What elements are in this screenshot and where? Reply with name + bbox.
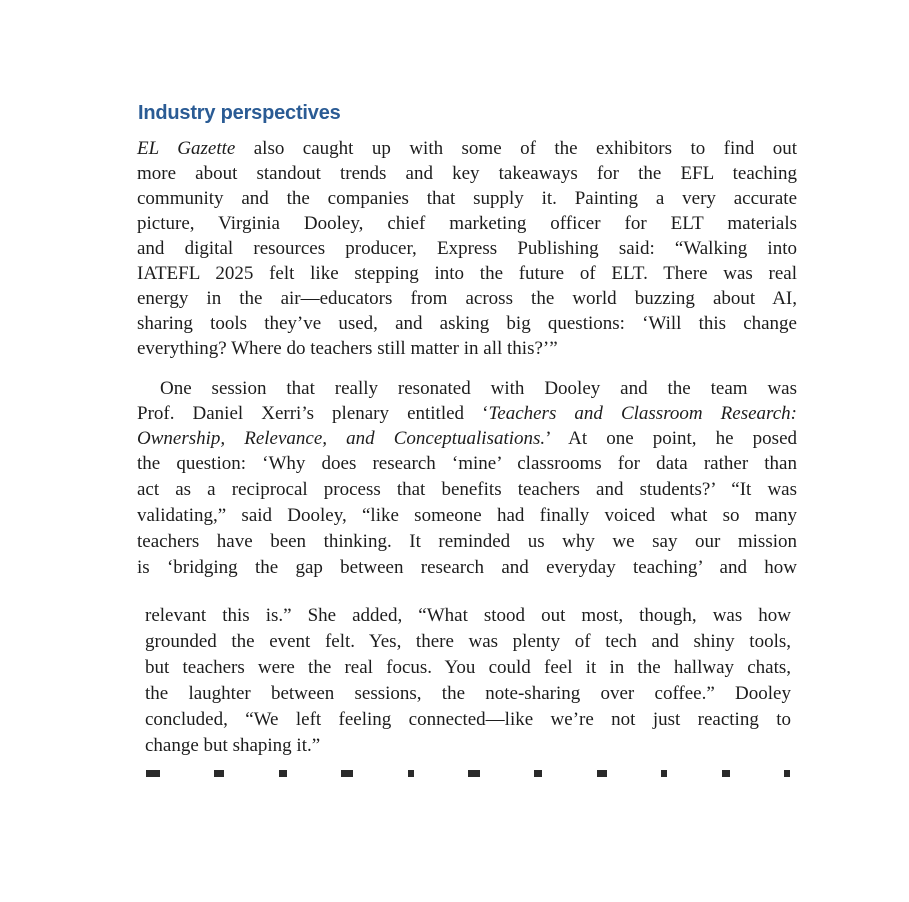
paragraph-2-line-3 xyxy=(137,427,797,451)
cropped-glyph xyxy=(597,770,607,777)
paragraph-2-line-2-text: Prof. Daniel Xerri’s plenary entitled ‘ xyxy=(137,403,489,424)
section-heading: Industry perspectives xyxy=(138,102,341,124)
cropped-glyph xyxy=(784,770,790,777)
cropped-glyph xyxy=(534,770,542,777)
paragraph-1-line-4: picture, Virginia Dooley, chief marketing officer for ELT materials xyxy=(137,213,797,234)
paragraph-2-line-3-text: ’ At one point, he posed xyxy=(545,428,797,449)
plenary-title-part-1: Teachers and Classroom Research: xyxy=(488,403,797,424)
continuation-line-3: but teachers were the real focus. You could feel it in the hallway chats, xyxy=(145,657,791,678)
continuation-line-4: the laughter between sessions, the note-sharing over coffee.” Dooley xyxy=(145,683,791,704)
continuation-line-2: grounded the event felt. Yes, there was plenty of tech and shiny tools, xyxy=(145,631,791,652)
paragraph-1-line-2: more about standout trends and key takeaways for the EFL teaching xyxy=(137,163,797,184)
continuation-line-1: relevant this is.” She added, “What stood out most, though, was how xyxy=(145,605,791,626)
paragraph-1-line-1-text: also caught up with some of the exhibitors to find out xyxy=(235,138,797,159)
paragraph-1-line-9: everything? Where do teachers still matter in all this?’” xyxy=(137,338,558,359)
cropped-glyph xyxy=(661,770,667,777)
paragraph-2-line-8: is ‘bridging the gap between research and everyday teaching’ and how xyxy=(137,557,797,578)
continuation-line-6: change but shaping it.” xyxy=(145,735,321,756)
paragraph-2-line-7: teachers have been thinking. It reminded us why we say our mission xyxy=(137,531,797,552)
plenary-title-part-2: Ownership, Relevance, and Conceptualisations. xyxy=(137,428,546,449)
cropped-glyph xyxy=(468,770,480,777)
continuation-line-5: concluded, “We left feeling connected—like we’re not just reacting to xyxy=(145,709,791,730)
cropped-text-fragments xyxy=(146,770,790,777)
paragraph-2-line-2 xyxy=(137,402,797,426)
paragraph-2-line-6: validating,” said Dooley, “like someone had finally voiced what so many xyxy=(137,505,797,526)
cropped-glyph xyxy=(214,770,224,777)
paragraph-1-line-7: energy in the air—educators from across the world buzzing about AI, xyxy=(137,288,797,309)
cropped-glyph xyxy=(146,770,160,777)
paragraph-1-line-1 xyxy=(137,137,797,161)
cropped-glyph xyxy=(722,770,730,777)
cropped-glyph xyxy=(341,770,353,777)
paragraph-2-line-4: the question: ‘Why does research ‘mine’ classrooms for data rather than xyxy=(137,453,797,474)
cropped-text-line xyxy=(146,770,790,777)
paragraph-2-line-1: One session that really resonated with Dooley and the team was xyxy=(160,378,797,399)
paragraph-1-line-3: community and the companies that supply it. Painting a very accurate xyxy=(137,188,797,209)
paragraph-1-line-5: and digital resources producer, Express Publishing said: “Walking into xyxy=(137,238,797,259)
paragraph-2-line-5: act as a reciprocal process that benefits teachers and students?’ “It was xyxy=(137,479,797,500)
cropped-glyph xyxy=(408,770,414,777)
paragraph-1-line-8: sharing tools they’ve used, and asking big questions: ‘Will this change xyxy=(137,313,797,334)
publication-name: EL Gazette xyxy=(137,138,236,159)
paragraph-1-line-6: IATEFL 2025 felt like stepping into the future of ELT. There was real xyxy=(137,263,797,284)
cropped-glyph xyxy=(279,770,287,777)
